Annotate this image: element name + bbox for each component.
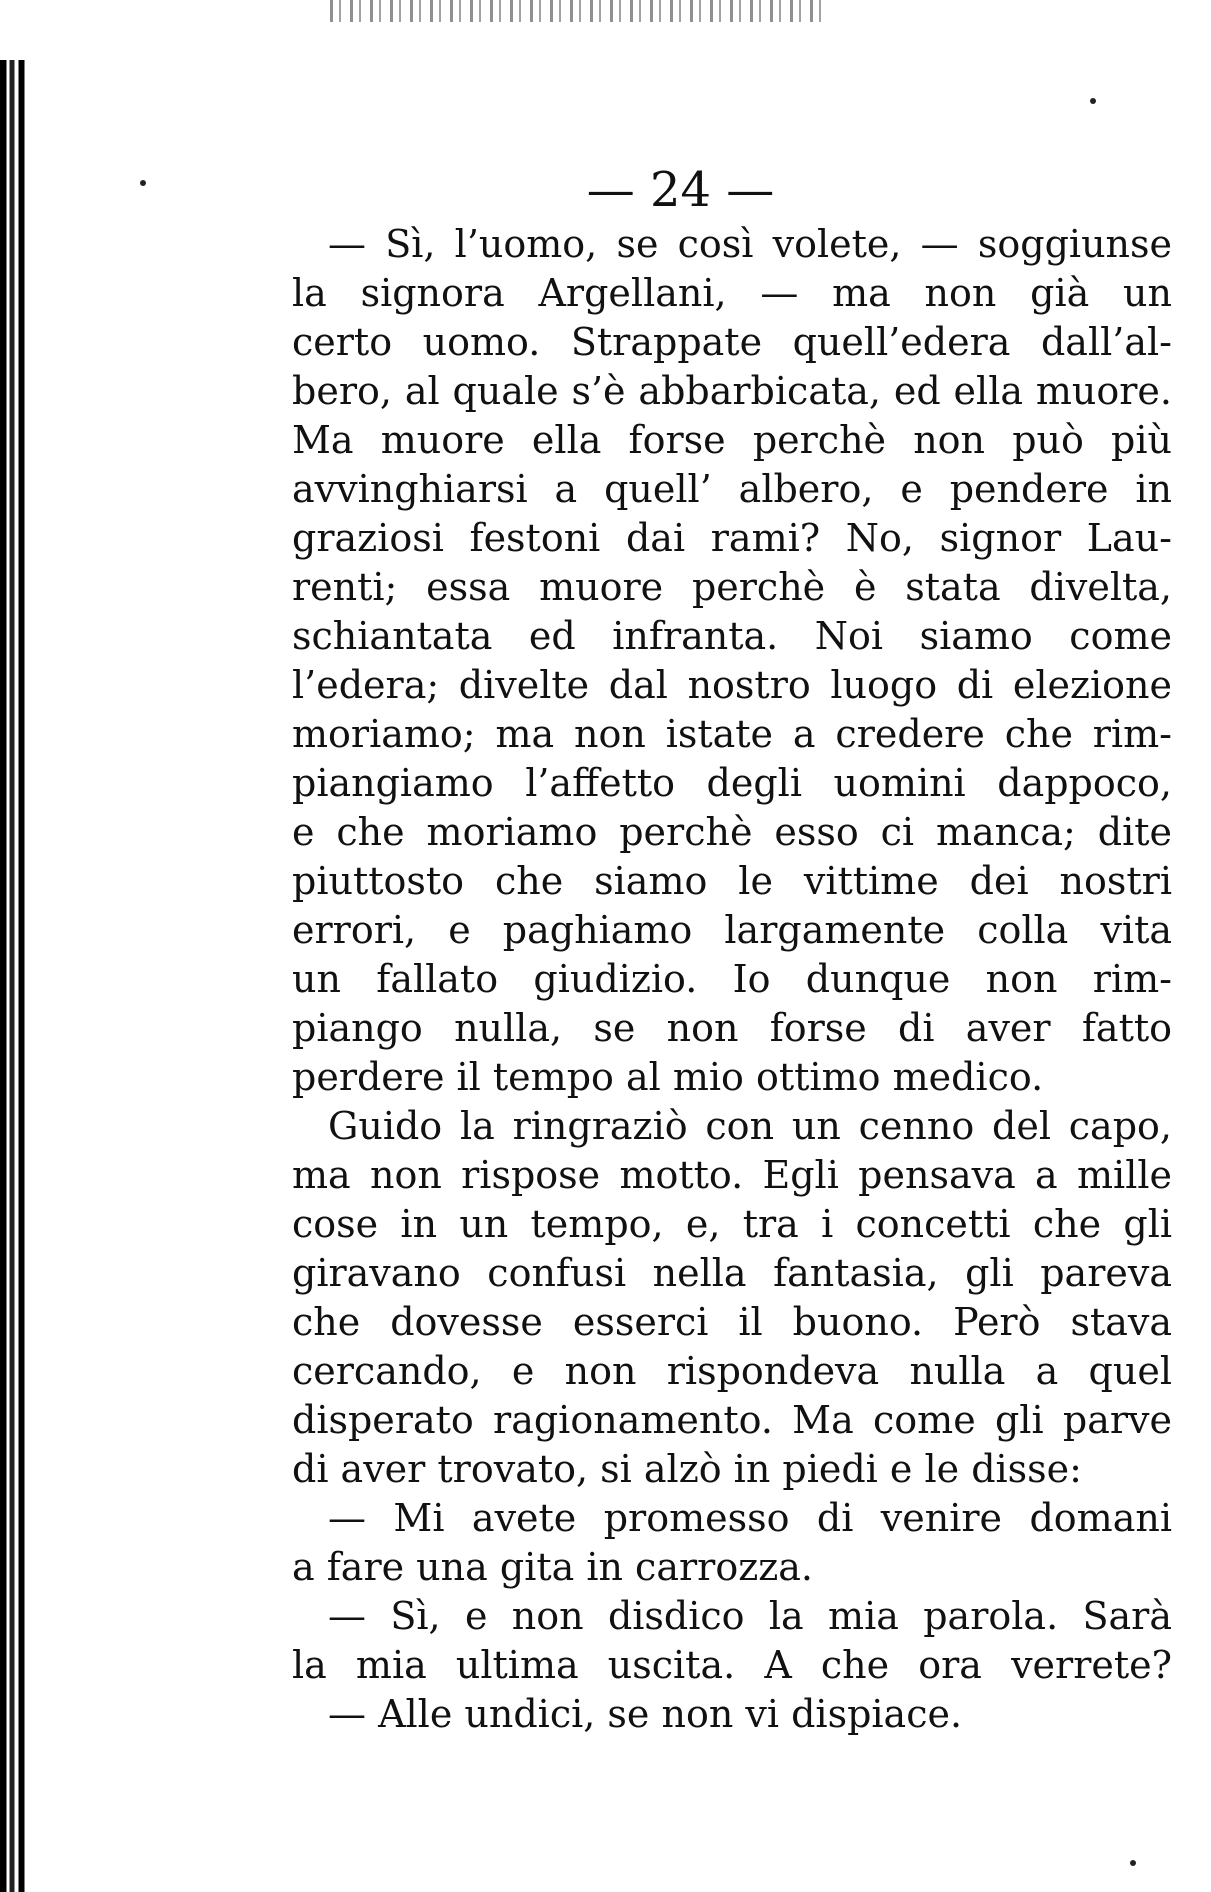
text-line: Guido la ringraziò con un cenno del capo, [328,1104,1172,1148]
text-line: piangiamo l’affetto degli uomini dappoco, [292,761,1172,805]
text-line: — Mi avete promesso di venire domani [328,1496,1172,1540]
text-line: un fallato giudizio. Io dunque non rim- [292,957,1172,1001]
text-line: la mia ultima uscita. A che ora verrete? [292,1643,1172,1687]
scan-noise [330,0,830,22]
text-line: la signora Argellani, — ma non già un [292,271,1172,315]
scan-speck [1130,1860,1136,1866]
text-line: schiantata ed infranta. Noi siamo come [292,614,1172,658]
binding-gutter [0,60,52,1892]
text-line: Ma muore ella forse perchè non può più [292,418,1172,462]
text-line: ma non rispose motto. Egli pensava a mille [292,1153,1172,1197]
text-line: — Sì, l’uomo, se così volete, — soggiunse [328,222,1172,266]
text-line: errori, e paghiamo largamente colla vita [292,908,1172,952]
scan-speck [1090,98,1096,104]
text-line: avvinghiarsi a quell’ albero, e pendere in [292,467,1172,511]
text-line: moriamo; ma non istate a credere che rim- [292,712,1172,756]
text-line: cercando, e non rispondeva nulla a quel [292,1349,1172,1393]
text-line: perdere il tempo al mio ottimo medico. [292,1055,1044,1099]
body-text [292,220,1172,1739]
text-line: graziosi festoni dai rami? No, signor Lau- [292,516,1172,560]
text-line: piango nulla, se non forse di aver fatto [292,1006,1172,1050]
text-line: a fare una gita in carrozza. [292,1545,813,1589]
text-line: che dovesse esserci il buono. Però stava [292,1300,1172,1344]
text-line: — Sì, e non disdico la mia parola. Sarà [328,1594,1172,1638]
text-line: cose in un tempo, e, tra i concetti che gli [292,1202,1172,1246]
text-line: renti; essa muore perchè è stata divelta, [292,565,1172,609]
text-line: di aver trovato, si alzò in piedi e le disse: [292,1447,1082,1491]
page-number: — 24 — [586,162,775,218]
text-line: certo uomo. Strappate quell’edera dall’al- [292,320,1172,364]
text-line: — Alle undici, se non vi dispiace. [328,1692,963,1736]
text-line: e che moriamo perchè esso ci manca; dite [292,810,1172,854]
text-line: disperato ragionamento. Ma come gli parve [292,1398,1172,1442]
text-line: l’edera; divelte dal nostro luogo di elezione [292,663,1172,707]
text-line: giravano confusi nella fantasia, gli pareva [292,1251,1172,1295]
text-line: bero, al quale s’è abbarbicata, ed ella muore. [292,369,1172,413]
text-line: piuttosto che siamo le vittime dei nostri [292,859,1172,903]
